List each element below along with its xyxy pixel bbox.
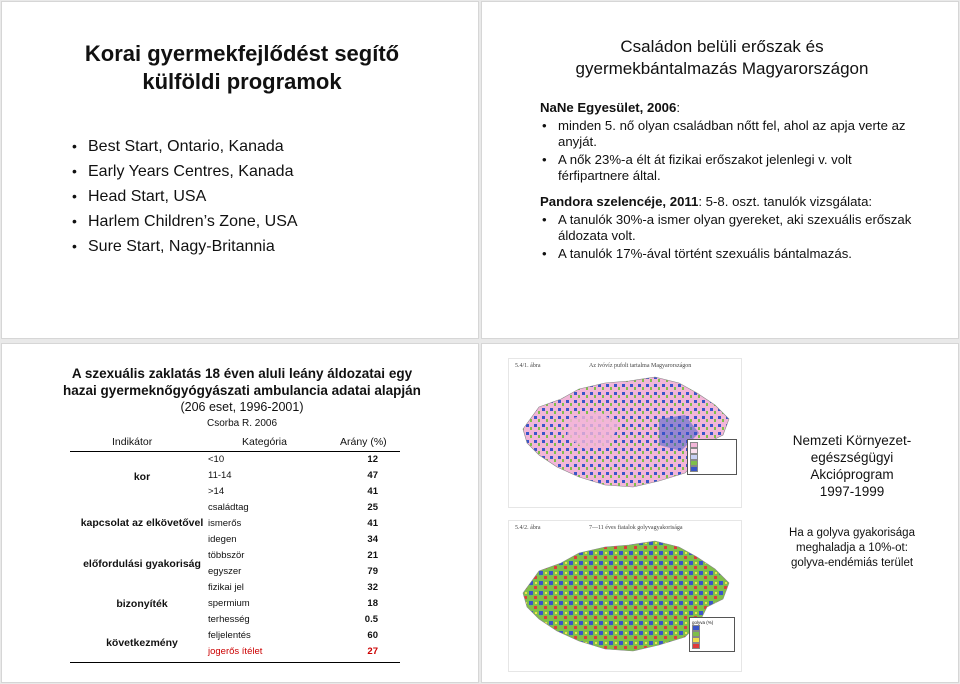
table-row: családtag 25 xyxy=(208,502,378,513)
endemic-note: Ha a golyva gyakorisága meghaladja a 10%-ot: golyva-endémiás terület xyxy=(789,527,915,569)
source-heading: Pandora szelencéje, 2011: 5-8. oszt. tanulók vizsgálata: xyxy=(540,194,873,209)
table-row: feljelentés 60 xyxy=(208,630,378,641)
header-divider xyxy=(70,451,400,452)
source-heading: NaNe Egyesület, 2006: xyxy=(540,100,681,115)
indicator-label: bizonyíték xyxy=(116,598,168,610)
table-row: >14 41 xyxy=(208,486,378,497)
bullet-icon: • xyxy=(72,138,77,154)
bullet-icon: • xyxy=(72,163,77,179)
map-legend xyxy=(687,439,737,475)
slide-title: Családon belüli erőszak és gyermekbántalmazás Magyarországon xyxy=(575,37,869,78)
list-item: • A tanulók 30%-a ismer olyan gyereket, aki szexuális erőszak áldozata volt. xyxy=(542,212,912,243)
slide-title: A szexuális zaklatás 18 éven aluli leány áldozatai egy hazai gyermeknőgyógyászati ambulancia adatai alapján xyxy=(63,366,421,398)
bullet-icon: • xyxy=(542,246,547,261)
hungary-map-image xyxy=(509,359,741,507)
slide-abuse-table xyxy=(2,344,478,682)
list-item: • minden 5. nő olyan családban nőtt fel, ahol az apja verte az anyját. xyxy=(542,118,906,149)
table-row: fizikai jel 32 xyxy=(208,582,378,593)
program-list xyxy=(72,134,298,259)
table-row: egyszer 79 xyxy=(208,566,378,577)
list-item: • Head Start, USA xyxy=(88,184,298,209)
table-row: jogerős ítélet 27 xyxy=(208,646,378,657)
indicator-label: következmény xyxy=(106,637,178,649)
table-row: 11-14 47 xyxy=(208,470,378,481)
column-header-indicator: Indikátor xyxy=(112,436,153,448)
bullet-icon: • xyxy=(72,238,77,254)
column-header-category: Kategória xyxy=(242,436,287,448)
list-item: • Best Start, Ontario, Kanada xyxy=(88,134,298,159)
table-row: <10 12 xyxy=(208,454,378,465)
indicator-label: kapcsolat az elkövetővel xyxy=(80,517,204,529)
table-row: ismerős 41 xyxy=(208,518,378,529)
slide-foreign-programs xyxy=(2,2,478,338)
table-row: terhesség 0.5 xyxy=(208,614,378,625)
list-item: • A nők 23%-a élt át fizikai erőszakot jelenlegi v. volt férfipartnere által. xyxy=(542,152,852,183)
slide-title: Korai gyermekfejlődést segítő külföldi programok xyxy=(84,41,400,94)
program-heading: Nemzeti Környezet- egészségügyi Akcióprogram 1997-1999 xyxy=(792,433,912,499)
figure-title: 7—11 éves fiatalok golyvagyakorisága xyxy=(589,525,683,531)
list-item: • Early Years Centres, Kanada xyxy=(88,159,298,184)
figure-label: 5.4/2. ábra xyxy=(515,525,541,531)
figure-title: Az ivóvíz pufolt tartalma Magyarországon xyxy=(589,363,692,369)
map-figure-goitre xyxy=(508,520,742,672)
map-legend xyxy=(689,617,735,652)
list-item: • Harlem Children’s Zone, USA xyxy=(88,209,298,234)
table-row: többször 21 xyxy=(208,550,378,561)
slide-body xyxy=(540,100,920,264)
figure-label: 5.4/1. ábra xyxy=(515,363,541,369)
map-figure-iodine xyxy=(508,358,742,508)
bullet-icon: • xyxy=(72,213,77,229)
slide-goitre-maps xyxy=(482,344,958,682)
indicator-label: előfordulási gyakoriság xyxy=(83,558,201,570)
list-item: • Sure Start, Nagy-Britannia xyxy=(88,234,298,259)
column-header-ratio: Arány (%) xyxy=(340,436,387,448)
legend-title: golyva (%) xyxy=(692,620,714,625)
indicator-label: kor xyxy=(133,471,151,483)
slide-domestic-violence xyxy=(482,2,958,338)
list-item: • A tanulók 17%-ával történt szexuális bántalmazás. xyxy=(542,246,852,261)
bullet-icon: • xyxy=(72,188,77,204)
bullet-icon: • xyxy=(542,152,547,167)
table-row: idegen 34 xyxy=(208,534,378,545)
bullet-icon: • xyxy=(542,118,547,133)
table-row: spermium 18 xyxy=(208,598,378,609)
slide-subtitle: (206 eset, 1996-2001) xyxy=(180,400,304,414)
author-credit: Csorba R. 2006 xyxy=(206,418,278,429)
bullet-icon: • xyxy=(542,212,547,227)
table-bottom-divider xyxy=(70,662,400,663)
